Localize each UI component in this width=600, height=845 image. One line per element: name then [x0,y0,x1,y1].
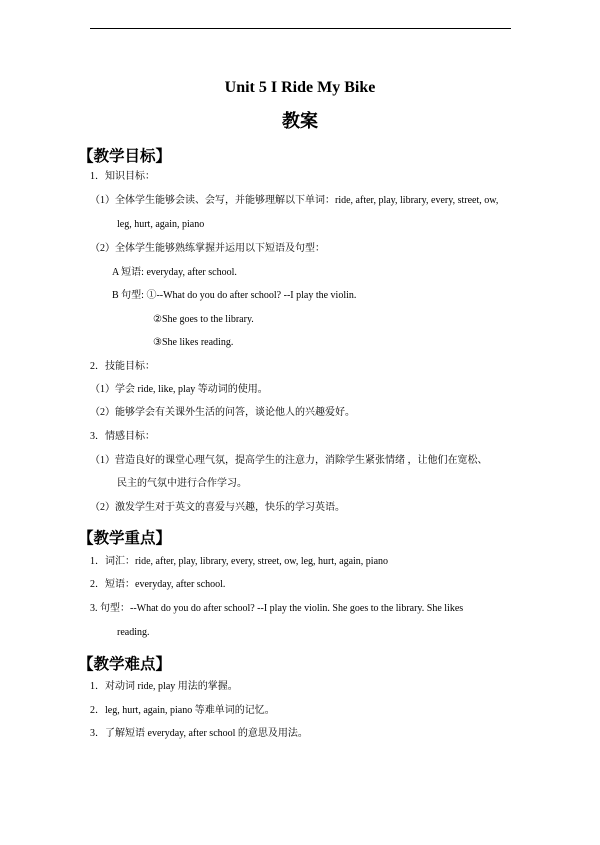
knowledge-item-1-cont: leg, hurt, again, piano [117,219,205,230]
phrases-line: A 短语: everyday, after school. [112,267,237,278]
header-rule [90,28,511,29]
document-title: Unit 5 I Ride My Bike [224,79,376,96]
pattern-line-3: ③She likes reading. [153,337,234,348]
key-point-3: 3. 句型：--What do you do after school? --I play the violin. She goes to the library. She likes [90,603,464,614]
emotion-item-2: （2）激发学生对于英文的喜爱与兴趣，快乐的学习英语。 [90,502,345,513]
skill-label: 2．技能目标： [90,361,155,372]
skill-item-1: （1）学会 ride, like, play 等动词的使用。 [90,384,268,395]
key-point-1: 1．词汇：ride, after, play, library, every, street, ow, leg, hurt, again, piano [90,556,389,567]
section-heading-goals: 【教学目标】 [78,147,172,165]
document-subtitle: 教案 [282,111,318,132]
pattern-line-2: ②She goes to the library. [153,314,254,325]
skill-item-2: （2）能够学会有关课外生活的问答，谈论他人的兴趣爱好。 [90,407,355,418]
section-heading-key-points: 【教学重点】 [78,529,172,547]
key-point-3-cont: reading. [117,627,150,638]
section-heading-difficulties: 【教学难点】 [78,655,172,673]
emotion-item-1-cont: 民主的气氛中进行合作学习。 [117,478,247,489]
emotion-label: 3．情感目标： [90,431,155,442]
knowledge-item-1: （1）全体学生能够会读、会写，并能够理解以下单词：ride, after, play, library, every, street, ow, [90,195,499,206]
difficulty-2: 2．leg, hurt, again, piano 等难单词的记忆。 [90,705,275,716]
key-point-2: 2．短语：everyday, after school. [90,579,226,590]
knowledge-label: 1．知识目标： [90,171,155,182]
pattern-line-1: B 句型: ①--What do you do after school? --I play the violin. [112,290,357,301]
emotion-item-1: （1）营造良好的课堂心理气氛，提高学生的注意力，消除学生紧张情绪 ，让他们在宽松、 [90,455,488,466]
knowledge-item-2: （2）全体学生能够熟练掌握并运用以下短语及句型： [90,243,325,254]
difficulty-3: 3．了解短语 everyday, after school 的意思及用法。 [90,728,308,739]
difficulty-1: 1．对动词 ride, play 用法的掌握。 [90,681,238,692]
